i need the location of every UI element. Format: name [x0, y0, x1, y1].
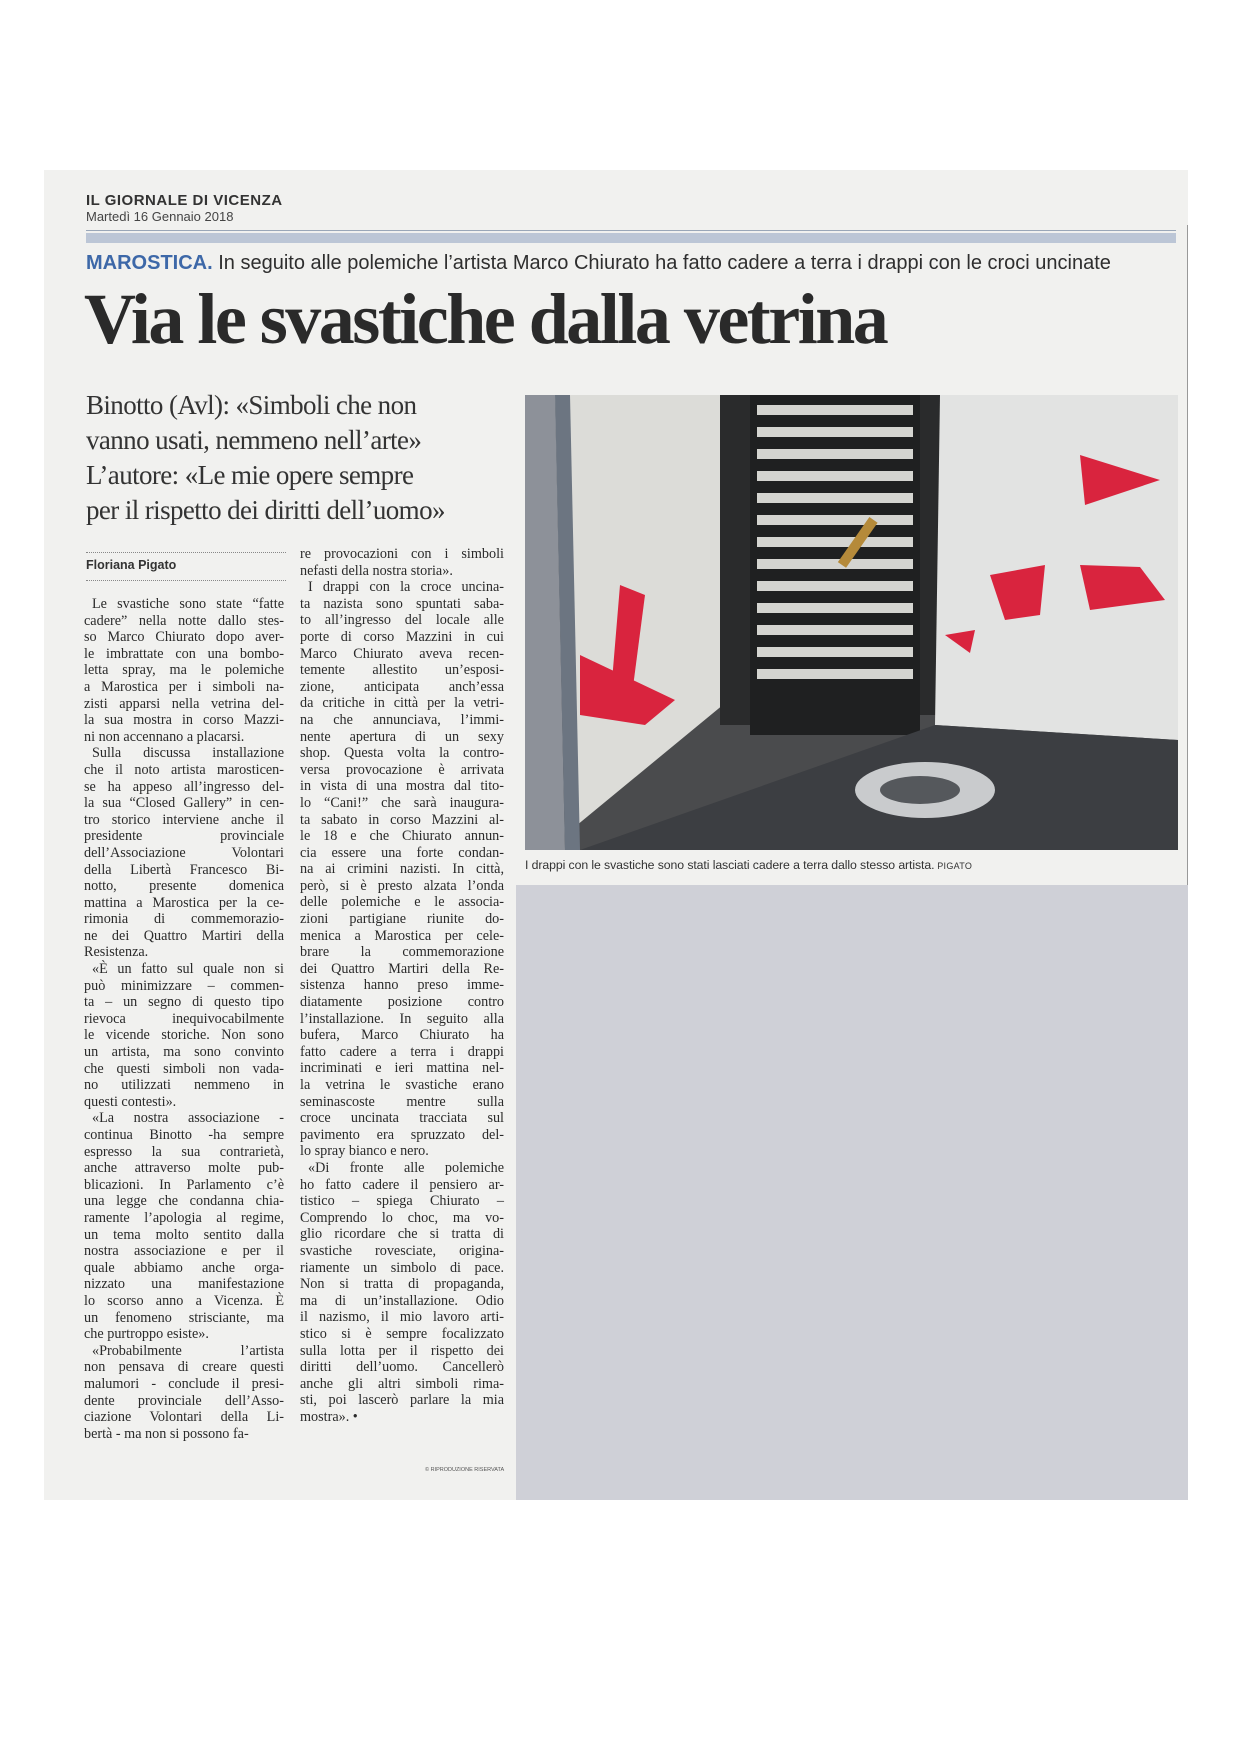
masthead-name: IL GIORNALE DI VICENZA: [86, 192, 283, 209]
article-line: la sua mostra in corso Mazzi-: [84, 712, 284, 729]
article-line: svastiche rovesciate, origina-: [300, 1242, 504, 1259]
article-line: ne dei Quattro Martiri della: [84, 927, 284, 944]
article-line: l’installazione. In seguito alla: [300, 1010, 504, 1027]
article-line: un tema molto sentito dalla: [84, 1226, 284, 1243]
article-line: dell’Associazione Volontari: [84, 844, 284, 861]
article-line: I drappi con la croce uncina-: [308, 579, 504, 596]
copyright-note: © RIPRODUZIONE RISERVATA: [425, 1467, 505, 1473]
article-line: to all’ingresso del locale alle: [300, 612, 504, 629]
article-line: anche attraverso molte pub-: [84, 1160, 284, 1177]
subhead-line: Binotto (Avl): «Simboli che non: [86, 390, 417, 420]
article-line: sti, poi lascerò parlare la mia: [300, 1392, 504, 1409]
article-line: zioni partigiane riunite do-: [300, 911, 504, 928]
article-line: ma di un’installazione. Odio: [300, 1292, 504, 1309]
article-line: ni non accennano a placarsi.: [84, 728, 245, 745]
article-line: se ha appeso all’ingresso del-: [84, 778, 284, 795]
article-line: zisti apparsi nella vetrina del-: [84, 695, 284, 712]
article-line: ho fatto cadere il pensiero ar-: [300, 1176, 504, 1193]
caption-credit: PIGATO: [934, 861, 973, 871]
article-line: le vicende storiche. Non sono: [84, 1027, 284, 1044]
article-line: mostra». •: [300, 1408, 358, 1425]
article-line: rievoca inequivocabilmente: [84, 1010, 284, 1027]
kicker-location: MAROSTICA.: [86, 252, 213, 274]
article-line: ramente l’apologia al regime,: [84, 1209, 284, 1226]
article-line: dei Quattro Martiri della Re-: [300, 960, 504, 977]
article-line: porte di corso Mazzini in cui: [300, 628, 504, 645]
article-line: seminascoste mentre sulla: [300, 1093, 504, 1110]
article-line: non pensava di creare questi: [84, 1359, 284, 1376]
article-line: «Probabilmente l’artista: [92, 1342, 284, 1359]
article-line: sulla lotta per il rispetto dei: [300, 1342, 504, 1359]
article-line: ta – un segno di questo tipo: [84, 994, 284, 1011]
article-line: stico si è sempre focalizzato: [300, 1325, 504, 1342]
article-line: un fenomeno strisciante, ma: [84, 1309, 284, 1326]
article-line: presidente provinciale: [84, 828, 284, 845]
article-line: da critiche in città per la vetri-: [300, 695, 504, 712]
article-line: sistenza hanno preso imme-: [300, 977, 504, 994]
kicker: [86, 252, 1111, 275]
header-bar: [86, 233, 1176, 243]
article-line: la vetrina le svastiche erano: [300, 1077, 504, 1093]
photo-caption: [525, 858, 972, 872]
article-line: letta spray, ma le polemiche: [84, 662, 284, 679]
article-line: so Marco Chiurato dopo aver-: [84, 629, 284, 646]
article-line: la sua “Closed Gallery” in cen-: [84, 795, 284, 812]
article-line: un artista, ma sono convinto: [84, 1044, 284, 1061]
article-line: cia essere una forte condan-: [300, 844, 504, 861]
byline: Floriana Pigato: [86, 558, 177, 572]
article-line: croce uncinata tracciata sul: [300, 1110, 504, 1127]
article-line: versa provocazione è arrivata: [300, 761, 504, 778]
article-line: delle polemiche e le associa-: [300, 894, 504, 911]
article-line: nefasti della nostra storia».: [300, 562, 453, 579]
article-line: una legge che condanna chia-: [84, 1193, 284, 1210]
article-line: rimonia di commemorazio-: [84, 911, 284, 928]
article-line: diatamente posizione contro: [300, 994, 504, 1011]
header-rule: [86, 230, 1176, 231]
article-line: temente allestito un’esposi-: [300, 662, 504, 679]
article-line: però, si è presto alzata l’onda: [300, 877, 504, 894]
empty-gray-area: [516, 885, 1188, 1500]
article-line: «È un fatto sul quale non si: [92, 961, 284, 978]
article-line: bufera, Marco Chiurato ha: [300, 1027, 504, 1044]
article-line: il nazismo, il mio lavoro arti-: [300, 1309, 504, 1326]
article-column-2: [300, 546, 504, 1425]
article-column-1: [84, 596, 284, 1442]
article-line: pavimento era spruzzato del-: [300, 1126, 504, 1143]
article-line: Le svastiche sono state “fatte: [92, 596, 284, 612]
storefront-photo: [525, 395, 1178, 850]
article-line: shop. Questa volta la contro-: [300, 745, 504, 762]
article-line: na che annunciava, l’immi-: [300, 711, 504, 728]
article-line: lo spray bianco e nero.: [300, 1143, 429, 1160]
article-line: malumori - conclude il presi-: [84, 1375, 284, 1392]
article-line: questi contesti».: [84, 1093, 177, 1110]
article-line: na ai crimini nazisti. In città,: [300, 861, 504, 878]
byline-rule: [86, 580, 286, 581]
headline: Via le svastiche dalla vetrina: [84, 279, 887, 359]
article-line: lo scorso anno a Vicenza. È: [84, 1292, 284, 1309]
article-line: glio ricordare che si tratta di: [300, 1226, 504, 1243]
caption-text: I drappi con le svastiche sono stati lasciati cadere a terra dallo stesso artista.: [525, 858, 935, 872]
article-line: che il noto artista marosticen-: [84, 761, 284, 778]
article-line: nizzato una manifestazione: [84, 1276, 284, 1293]
kicker-text: In seguito alle polemiche l’artista Marco Chiurato ha fatto cadere a terra i drappi con le croci uncinate: [212, 252, 1111, 274]
article-line: dente provinciale dell’Asso-: [84, 1392, 284, 1409]
masthead-date: Martedì 16 Gennaio 2018: [86, 209, 234, 224]
article-line: che questi simboli non vada-: [84, 1060, 284, 1077]
subhead-line: L’autore: «Le mie opere sempre: [86, 460, 414, 490]
article-line: notto, presente domenica: [84, 878, 284, 895]
article-line: riamente un simbolo di pace.: [300, 1259, 504, 1276]
article-line: espresso la sua contrarietà,: [84, 1143, 284, 1160]
article-line: menica a Marostica per cele-: [300, 927, 504, 944]
article-line: quale abbiamo anche orga-: [84, 1259, 284, 1276]
article-line: nostra associazione e per il: [84, 1243, 284, 1260]
article-line: della Libertà Francesco Bi-: [84, 861, 284, 878]
article-line: in vista di una mostra dal tito-: [300, 778, 504, 795]
article-line: cadere” nella notte dallo stes-: [84, 612, 284, 629]
article-line: diritti dell’uomo. Cancellerò: [300, 1359, 504, 1376]
article-line: no utilizzati nemmeno in: [84, 1077, 284, 1094]
right-window: [935, 395, 1178, 740]
article-line: le imbrattate con una bombo-: [84, 645, 284, 662]
article-line: lo “Cani!” che sarà inaugura-: [300, 794, 504, 811]
article-line: «La nostra associazione -: [92, 1110, 284, 1127]
article-line: a Marostica per i simboli na-: [84, 678, 284, 695]
article-line: Non si tratta di propaganda,: [300, 1276, 504, 1293]
article-line: brare la commemorazione: [300, 944, 504, 961]
article-line: zione, anticipata anch’essa: [300, 678, 504, 695]
door-frame: [720, 395, 750, 725]
article-line: continua Binotto -ha sempre: [84, 1127, 284, 1143]
subhead: [86, 388, 516, 528]
subhead-line: per il rispetto dei diritti dell’uomo»: [86, 495, 445, 525]
article-line: le 18 e che Chiurato annun-: [300, 828, 504, 845]
article-line: Comprendo lo choc, ma vo-: [300, 1209, 504, 1226]
article-line: ta nazista sono spuntati saba-: [300, 595, 504, 612]
article-line: anche gli altri simboli rima-: [300, 1375, 504, 1392]
article-line: tistico – spiega Chiurato –: [300, 1193, 504, 1210]
column-divider: [1187, 225, 1188, 885]
article-line: ta sabato in corso Mazzini al-: [300, 811, 504, 828]
article-line: ciazione Volontari della Li-: [84, 1409, 284, 1426]
floor-paint: [880, 776, 960, 804]
article-line: incriminati e ieri mattina nel-: [300, 1060, 504, 1077]
article-line: re provocazioni con i simboli: [300, 546, 504, 562]
article-line: mattina a Marostica per la ce-: [84, 894, 284, 911]
article-line: bertà - ma non si possono fa-: [84, 1425, 249, 1442]
article-line: fatto cadere a terra i drappi: [300, 1043, 504, 1060]
article-line: che purtroppo esiste».: [84, 1326, 209, 1343]
article-line: Sulla discussa installazione: [92, 745, 284, 762]
byline-rule: [86, 552, 286, 553]
subhead-line: vanno usati, nemmeno nell’arte»: [86, 425, 422, 455]
article-line: nente apertura di un sexy: [300, 728, 504, 745]
article-line: Marco Chiurato aveva recen-: [300, 645, 504, 662]
article-line: tro storico interviene anche il: [84, 811, 284, 828]
article-line: Resistenza.: [84, 944, 149, 961]
article-line: può minimizzare – commen-: [84, 977, 284, 994]
article-line: «Di fronte alle polemiche: [308, 1159, 504, 1176]
article-line: blicazioni. In Parlamento c’è: [84, 1176, 284, 1193]
